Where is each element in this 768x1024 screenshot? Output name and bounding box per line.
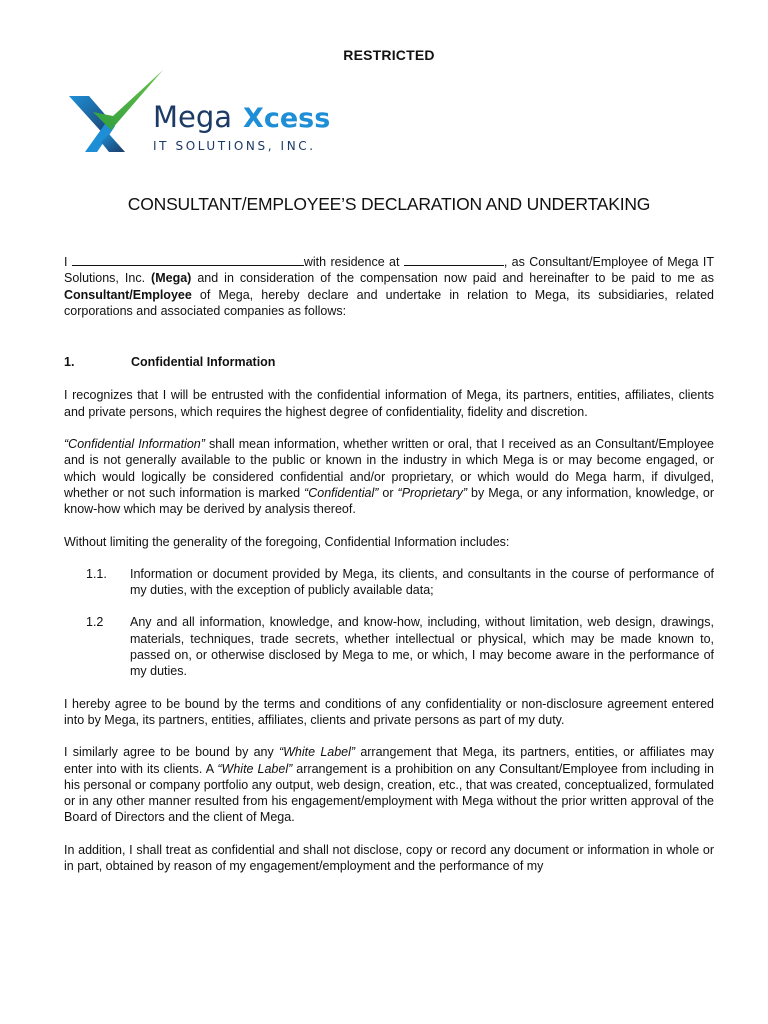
intro-mega-bold: (Mega) [151, 271, 192, 286]
paragraph-4: I hereby agree to be bound by the terms and conditions of any confidentiality or non-disclosure agreement entered into by Mega, its partners, entities, affiliates, clients and private persons as part of my duty. [64, 696, 714, 727]
intro-text-3: and in consideration of the compensation now paid and hereinafter to be paid to me as [191, 271, 714, 286]
document-title: CONSULTANT/EMPLOYEE’S DECLARATION AND UNDERTAKING [127, 194, 651, 214]
intro-text-4: of Mega, hereby declare and undertake in relation to Mega, its subsidiaries, related corporations and associated companies as follows: [64, 287, 714, 318]
intro-text-1: with residence at [303, 255, 404, 269]
paragraph-2: “Confidential Information” shall mean information, whether written or oral, that I received as an Consultant/Employee and is not generally available to the public or known in the industry in which Mega is or may become engaged, or which would logically be considered confidential and/or proprietary, or which would do Mega harm, if divulged, whether or not such information is marked “Confidential” or “Proprietary” by Mega, or any information, knowledge, or know-how which may be derived by analysis thereof. [64, 437, 715, 517]
intro-i: I [64, 255, 68, 269]
section-heading [64, 354, 714, 370]
intro-role-bold: Consultant/Employee [64, 287, 192, 302]
paragraph-6: In addition, I shall treat as confidential and shall not disclose, copy or record any document or information in whole or in part, obtained by reason of my engagement/employment and the performance of my [64, 842, 714, 874]
list-item [64, 614, 714, 679]
paragraph-5: I similarly agree to be bound by any “White Label” arrangement that Mega, its partners, entities, or affiliates may enter into with its clients. A “White Label” arrangement is a prohibition on any Consultant/Employee from including in his personal or company portfolio any output, web design, creation, etc., that was created, conceptualized, formulated or in any other manner resulted from his engagement/employment with Mega without the prior written approval of the Board of Directors and the client of Mega. [64, 745, 714, 825]
term-white-label: “White Label” [278, 745, 356, 760]
megaxcess-logo [67, 68, 347, 158]
list-item-number: 1.1. [86, 566, 107, 581]
name-blank-field[interactable] [72, 254, 304, 266]
document-body [64, 254, 714, 890]
term-proprietary: “Proprietary” [397, 485, 468, 500]
list-item [64, 566, 714, 599]
term-confidential: “Confidential” [304, 485, 379, 500]
intro-text-2: , as Consultant/Employee of Mega IT Solutions, Inc. [64, 255, 714, 286]
list-item-text: Any and all information, knowledge, and know-how, including, without limitation, web design, drawings, materials, techniques, trade secrets, whether intellectual or physical, which may be made known to, passed on, or otherwise disclosed by Mega to me, or which, I may become aware in the performance of my duties. [130, 615, 714, 679]
logo-tagline: IT SOLUTIONS, INC. [153, 139, 316, 153]
logo-name-part2: Xcess [243, 103, 331, 134]
residence-blank-field[interactable] [404, 254, 504, 266]
list-item-text: Information or document provided by Mega, its clients, and consultants in the course of performance of my duties, with the exception of publicly available data; [130, 566, 714, 598]
term-white-label: “White Label” [217, 761, 293, 776]
intro-paragraph [64, 254, 714, 319]
paragraph-3: Without limiting the generality of the foregoing, Confidential Information includes: [64, 534, 510, 549]
list-item-number: 1.2 [86, 615, 104, 630]
classification-label: RESTRICTED [343, 47, 435, 63]
section-title: Confidential Information [131, 355, 276, 370]
section-number: 1. [64, 355, 75, 370]
term-confidential-information: “Confidential Information” [64, 437, 205, 452]
paragraph-1: I recognizes that I will be entrusted with the confidential information of Mega, its partners, entities, affiliates, clients and private persons, which requires the highest degree of confidentiality, fidelity and discretion. [64, 388, 714, 419]
logo-name-part1: Mega [153, 100, 233, 134]
